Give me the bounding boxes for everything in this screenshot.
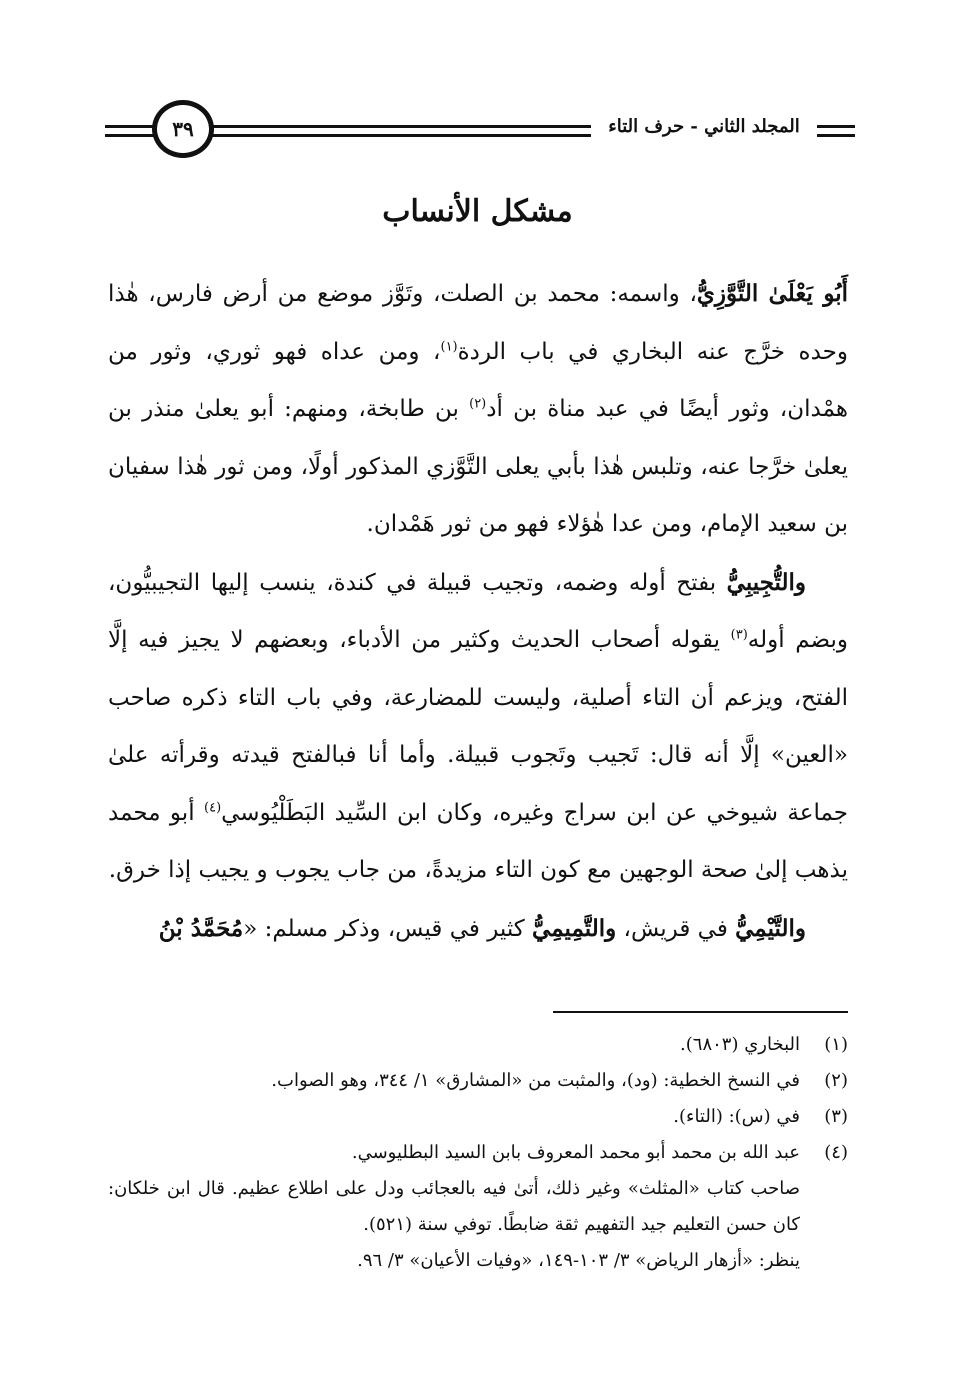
entry-heading: والتَّيْمِيُّ [735,914,806,942]
page-number: ٣٩ [152,100,214,158]
footnotes [108,1027,848,1279]
footnote-text: ينظر: «أزهار الرياض» ٣/ ١٠٣-١٤٩، «وفيات الأعيان» ٣/ ٩٦. [357,1250,800,1271]
header-rule-right [817,125,855,137]
footnote-number: (٣) [824,1106,848,1127]
paragraph-text: ، ومن عداه فهو ثوري، وثور من همْدان، وثور أيضًا في عبد مناة بن أد [108,338,849,422]
footnote-text: البخاري (٦٨٠٣). [680,1034,800,1055]
footnote-text: صاحب كتاب «المثلث» وغير ذلك، أتىٰ فيه بالعجائب ودل على اطلاع عظيم. قال ابن خلكان: كان حسن التعليم جيد التفهيم ثقة ضابطًا. توفي سنة (٥٢١). [108,1178,800,1235]
footnote-text: في النسخ الخطية: (ود)، والمثبت من «المشارق» ١/ ٣٤٤، وهو الصواب. [271,1070,800,1091]
footnote [108,1027,848,1063]
footnote-number [800,1243,848,1279]
footnote-number: (١) [824,1034,848,1055]
footnote-text: عبد الله بن محمد أبو محمد المعروف بابن السيد البطليوسي. [351,1142,800,1163]
paragraph-tawwazi [108,265,848,554]
main-text [108,265,848,958]
footnote-ref: (١) [440,338,458,354]
footnote-continuation [108,1243,848,1279]
footnote [108,1063,848,1099]
paragraph-text: ، واسمه: محمد بن الصلت، وتَوَّز موضع من أرض فارس، هٰذا وحده خرَّج عنه البخاري في باب الردة [108,281,848,365]
paragraph-taymi [108,900,848,959]
footnote-number: (٤) [824,1142,848,1163]
footnote-number: (٢) [824,1070,848,1091]
footnote-ref: (٣) [730,627,748,643]
entry-heading: والتُّجِيبِيُّ [726,568,806,596]
section-title: مشكل الأنساب [382,194,573,229]
footnote [108,1099,848,1135]
entry-heading: أَبُو يَعْلَىٰ التَّوَّزِيُّ [696,280,848,307]
entry-heading: مُحَمَّدُ بْنُ [158,914,244,942]
paragraph-tujibi [108,554,848,900]
paragraph-text: في قريش، [616,915,736,942]
footnote-ref: (٤) [204,799,222,815]
paragraph-text: بفتح أوله وضمه، وتجيب قبيلة في كندة، ينسب إليها التجيبيُّون، وبضم أوله [108,569,848,653]
footnote-ref: (٢) [469,396,487,412]
footnote-text: في (س): (التاء). [673,1106,800,1127]
entry-heading: والتَّمِيمِيُّ [532,914,617,942]
footnote-continuation [108,1171,848,1243]
page-header [105,92,855,162]
footnote-number [800,1171,848,1243]
running-title: المجلد الثاني - حرف التاء [591,116,817,137]
paragraph-text: كثير في قيس، وذكر مسلم: « [243,915,533,942]
footnote-separator [553,1011,848,1013]
paragraph-text: أبو محمد يذهب إلىٰ صحة الوجهين مع كون التاء مزيدةً، من جاب يجوب و يجيب إذا خرق. [108,799,848,883]
paragraph-text: بن طابخة، ومنهم: أبو يعلىٰ منذر بن يعلىٰ خرَّجا عنه، وتلبس هٰذا بأبي يعلى التَّوَّزي المذكور أولًا، ومن ثور هٰذا سفيان بن سعيد الإمام، ومن عدا هٰؤلاء فهو من ثور هَمْدان. [108,396,848,537]
paragraph-text: يقوله أصحاب الحديث وكثير من الأدباء، وبعضهم لا يجيز فيه إلَّا الفتح، ويزعم أن التاء أصلية، وليست للمضارعة، وفي باب التاء ذكره صاحب «العين» إلَّا أنه قال: تَجيب وتَجوب قبيلة. وأما أنا فبالفتح قيدته وقرأته علىٰ جماعة شيوخي عن ابن سراج وغيره، وكان ابن السِّيد البَطَلْيُوسي [108,627,848,826]
footnote [108,1135,848,1171]
